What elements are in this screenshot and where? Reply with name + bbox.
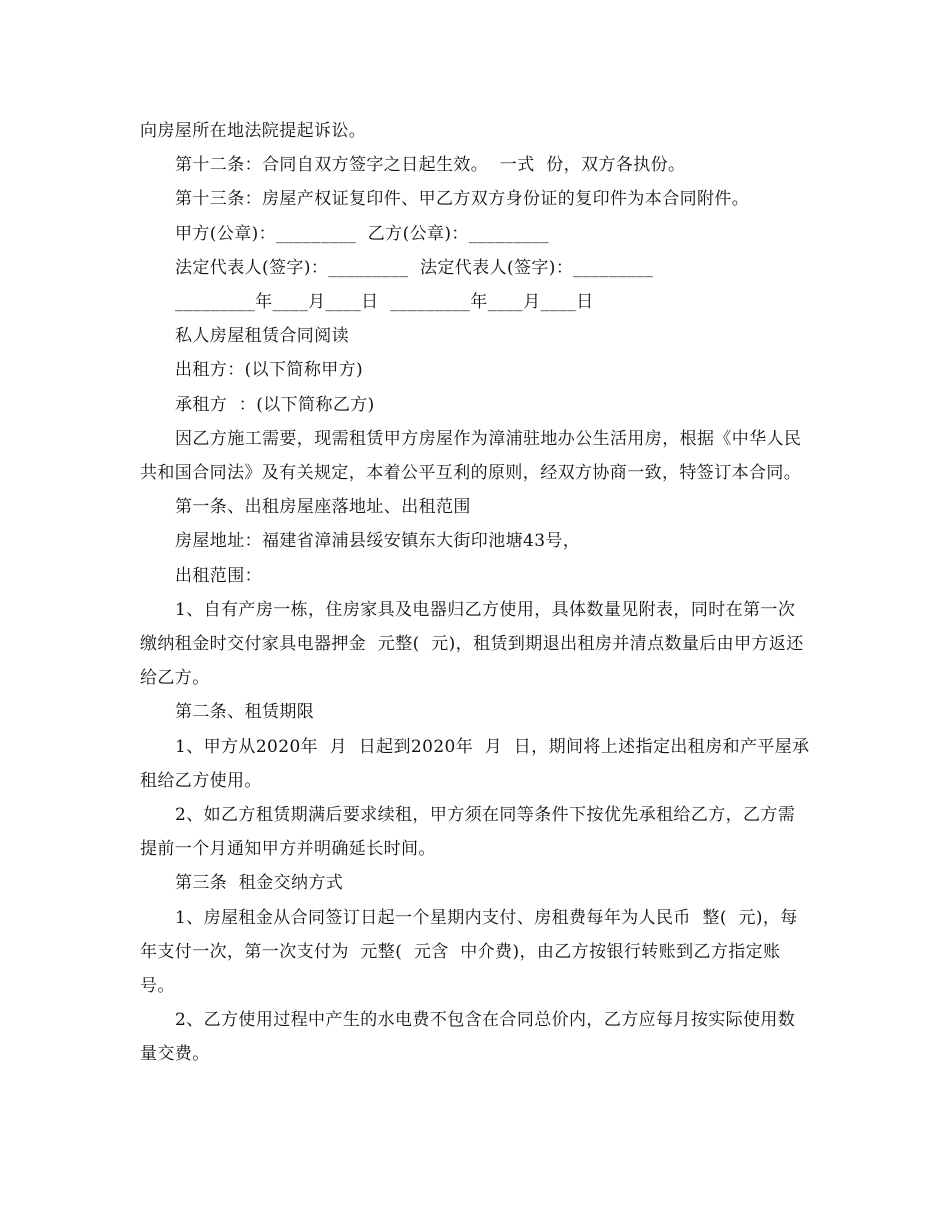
signature-line-representative: 法定代表人(签字)：_________ 法定代表人(签字)：_________ — [175, 257, 654, 278]
clause-heading: 第三条 租金交纳方式 — [175, 873, 344, 894]
paragraph: 1、房屋租金从合同签订日起一个星期内支付、房租费每年为人民币 整( 元)，每年支付一次，第一次支付为 元整( 元含 中介费)，由乙方按银行转账到乙方指定账号。 — [140, 907, 798, 997]
paragraph: 第十二条：合同自双方签字之日起生效。 一式 份，双方各执份。 — [175, 155, 686, 176]
signature-line-seal: 甲方(公章)：_________ 乙方(公章)：_________ — [175, 223, 549, 244]
section-title: 私人房屋租赁合同阅读 — [175, 326, 349, 347]
paragraph: 2、乙方使用过程中产生的水电费不包含在合同总价内，乙方应每月按实际使用数量交费。 — [140, 1010, 796, 1065]
paragraph: 2、如乙方租赁期满后要求续租，甲方须在同等条件下按优先承租给乙方，乙方需提前一个月通知甲方并明确延长时间。 — [140, 805, 796, 860]
paragraph: 因乙方施工需要，现需租赁甲方房屋作为漳浦驻地办公生活用房，根据《中华人民共和国合同法》及有关规定，本着公平互利的原则，经双方协商一致，特签订本合同。 — [140, 428, 802, 484]
paragraph: 出租方：(以下简称甲方) — [175, 360, 364, 381]
clause-heading: 第一条、出租房屋座落地址、出租范围 — [175, 497, 471, 518]
paragraph: 1、自有产房一栋，住房家具及电器归乙方使用，具体数量见附表，同时在第一次缴纳租金时交付家具电器押金 元整( 元)，租赁到期退出租房并清点数量后由甲方返还给乙方。 — [140, 599, 804, 689]
paragraph: 出租范围： — [175, 565, 262, 586]
paragraph: 房屋地址：福建省漳浦县绥安镇东大街印池塘43号， — [175, 531, 581, 552]
signature-line-date: _________年____月____日 _________年____月____日 — [175, 292, 594, 313]
clause-heading: 第二条、租赁期限 — [175, 702, 315, 723]
paragraph: 第十三条：房屋产权证复印件、甲乙方双方身份证的复印件为本合同附件。 — [175, 189, 750, 210]
paragraph: 承租方 ：(以下简称乙方) — [175, 394, 375, 415]
contract-text — [140, 114, 812, 1072]
paragraph: 向房屋所在地法院提起诉讼。 — [140, 121, 367, 141]
paragraph: 1、甲方从2020年 月 日起到2020年 月 日，期间将上述指定出租房和产平屋承租给乙方使用。 — [140, 736, 810, 791]
